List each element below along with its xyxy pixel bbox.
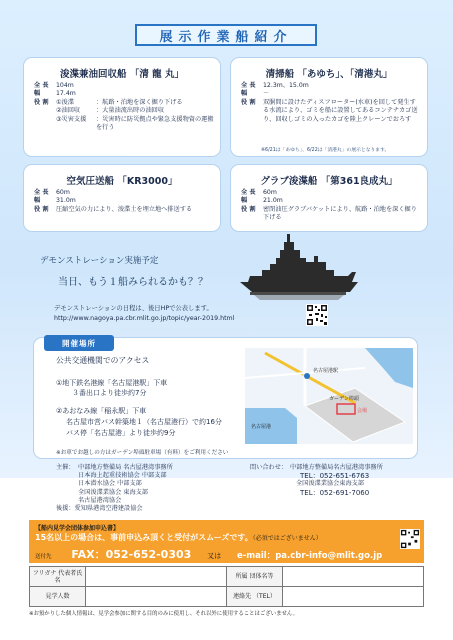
- row-value: －: [263, 90, 270, 98]
- contact-key: 問い合わせ：: [250, 464, 288, 471]
- ship-card-ayuchi: [230, 57, 428, 157]
- application-form: [29, 566, 424, 607]
- route2-line1: ②あおなみ線「稲永駅」下車: [56, 407, 147, 415]
- application-band: [29, 520, 424, 563]
- route2-line3: バス停「名古屋港」より徒歩約9分: [66, 429, 176, 437]
- row-key: 全 長: [34, 82, 49, 89]
- route2-line2: 名古屋市営バス幹築地１（名古屋港行）で約16分: [66, 418, 222, 426]
- row-value: 双胴間に設けたディスフローター(水車)を回して発生する水流により、ゴミを船に設置してあるコンテナカゴ送り、回収しゴミの入ったカゴを陸上クレーンでおろす: [263, 98, 418, 123]
- row-key: 幅: [34, 197, 41, 205]
- ship-card-ryoseimaru: [230, 164, 428, 232]
- row-value: 104m: [56, 82, 74, 89]
- row-key: 役 割: [241, 98, 256, 106]
- route1-line1: ①地下鉄名港線「名古屋港駅」下車: [56, 379, 168, 387]
- role-text: ：災害時に防災拠点や緊急支援物資の運搬を行う: [96, 115, 214, 132]
- row-key: 幅: [34, 90, 41, 98]
- contact-item: 全国浚渫業協会東海支部: [296, 480, 365, 488]
- email-label: e-mail：: [236, 551, 276, 561]
- row-key: 幅: [241, 197, 248, 205]
- role-label: ①浚渫: [56, 98, 74, 106]
- access-heading: 公共交通機関でのアクセス: [56, 356, 150, 365]
- contact-list: [290, 464, 383, 497]
- ship-card-title: グラブ浚渫船 「第361良成丸」: [260, 176, 398, 187]
- demo-heading: デモンストレーション実施予定: [40, 256, 159, 266]
- host-item: 名古屋港湾協会: [78, 496, 122, 504]
- form-field-visitors[interactable]: [86, 587, 227, 607]
- host-key: 主催：: [56, 464, 75, 471]
- venue-map: [245, 348, 413, 444]
- row-key: 役 割: [34, 205, 49, 213]
- role-text: ：大量油流出時の油回収: [96, 107, 165, 115]
- role-text: ：航路・泊地を深く掘り下げる: [96, 98, 183, 106]
- map-label-area: ガーデン埠頭: [329, 396, 359, 402]
- role-label: ③災害支援: [56, 115, 87, 123]
- host-item: 全国浚渫業協会 東海支部: [78, 488, 149, 496]
- row-key: 全 長: [241, 82, 256, 89]
- fax-key: 送付先: [35, 554, 52, 560]
- demo-date-note: デモンストレーションの日程は、後日HPで公表します。: [54, 305, 213, 312]
- ship-card-seiryu: [23, 57, 221, 157]
- sponsor-text: 後援：愛知県港湾空港建設協会: [56, 505, 143, 512]
- row-value: 31.0m: [56, 197, 76, 205]
- row-key: 全 長: [241, 189, 256, 196]
- apply-optional: （必須ではございません）: [252, 535, 322, 542]
- row-value: 17.4m: [56, 90, 76, 98]
- apply-title: 【船内見学会団体参加申込書】: [35, 525, 120, 532]
- demo-url-link[interactable]: http://www.nagoya.pa.cbr.mlit.go.jp/topic/year-2019.html: [54, 315, 235, 322]
- row-value: 密閉油圧グラブバケットにより、航路・泊地を深く掘り下げる: [263, 205, 417, 222]
- row-value: 60m: [56, 189, 70, 196]
- apply-notice: 15名以上の場合は、事前申込み頂くと受付がスムーズです。: [35, 533, 253, 542]
- role-label: ②油回収: [56, 107, 81, 115]
- row-key: 全 長: [34, 189, 49, 196]
- fax-label: FAX：: [71, 548, 106, 561]
- host-item: 日本潜水協会 中部支部: [78, 480, 142, 488]
- contact-item: TEL：052-691-7060: [300, 488, 370, 497]
- fax-number: 052-652-0303: [105, 548, 192, 561]
- form-label-organization: 所属 団体名等: [227, 567, 283, 587]
- route1-line2: ３番出口より徒歩約7分: [72, 389, 147, 397]
- row-key: 幅: [241, 90, 248, 98]
- form-label-contact: 連絡先 （TEL）: [227, 587, 283, 607]
- row-value: 60m: [263, 189, 277, 196]
- demo-subheading: 当日、もう１船みられるかも？？: [58, 277, 208, 288]
- contact-item: TEL：052-651-6763: [300, 472, 370, 481]
- ship-card-title: 清掃船 「あゆち」、「清港丸」: [265, 69, 393, 80]
- map-label-water: 名古屋港: [251, 424, 272, 430]
- row-key: 役 割: [241, 205, 256, 213]
- host-list: [78, 464, 173, 505]
- email-address[interactable]: pa.cbr-info@mlit.go.jp: [275, 551, 383, 561]
- parking-note: ※お車でお越しの方はガーデン埠頭駐車場（有料）をご利用ください: [56, 450, 229, 456]
- form-label-visitors: 見学人数: [30, 587, 86, 607]
- ship-card-kr3000: [23, 164, 221, 232]
- form-field-organization[interactable]: [283, 567, 424, 587]
- ship-card-title: 浚渫兼油回収船 「清 龍 丸」: [60, 69, 184, 80]
- or-text: 又は: [207, 552, 222, 560]
- host-item: 中部地方整備局 名古屋港湾事務所: [78, 464, 173, 471]
- host-item: 日本海上起重技術協会 中部支部: [78, 472, 167, 480]
- map-label-venue: 会場: [357, 408, 368, 414]
- ship-card-title: 空気圧送船 「KR3000」: [66, 176, 178, 187]
- venue-badge: 開催場所: [44, 335, 114, 351]
- privacy-note: ※お預かりした個人情報は、見学会参加に関する目的のみに使用し、それ以外に使用することはございません。: [29, 611, 298, 617]
- qr-code-icon: [400, 529, 420, 549]
- map-label-station: 名古屋港駅: [313, 368, 339, 374]
- form-field-contact[interactable]: [283, 587, 424, 607]
- page-title: 展示作業船紹介: [135, 24, 317, 46]
- contact-item: 中部地方整備局名古屋港湾事務所: [290, 464, 383, 471]
- form-field-representative[interactable]: [86, 567, 227, 587]
- qr-code-icon: [306, 304, 328, 326]
- form-label-representative: フリガナ 代表者氏名: [30, 567, 86, 587]
- row-value: 21.0m: [263, 197, 283, 205]
- ship-silhouette-icon: [240, 232, 358, 304]
- row-key: 役 割: [34, 98, 49, 106]
- row-value: 12.3m、15.0m: [263, 82, 309, 89]
- ship-note: ※6/21は「あゆち」、6/22は「清港丸」の展示となります。: [261, 148, 390, 153]
- row-value: 圧縮空気の力により、浚渫土を埋立地へ排送する: [56, 205, 193, 213]
